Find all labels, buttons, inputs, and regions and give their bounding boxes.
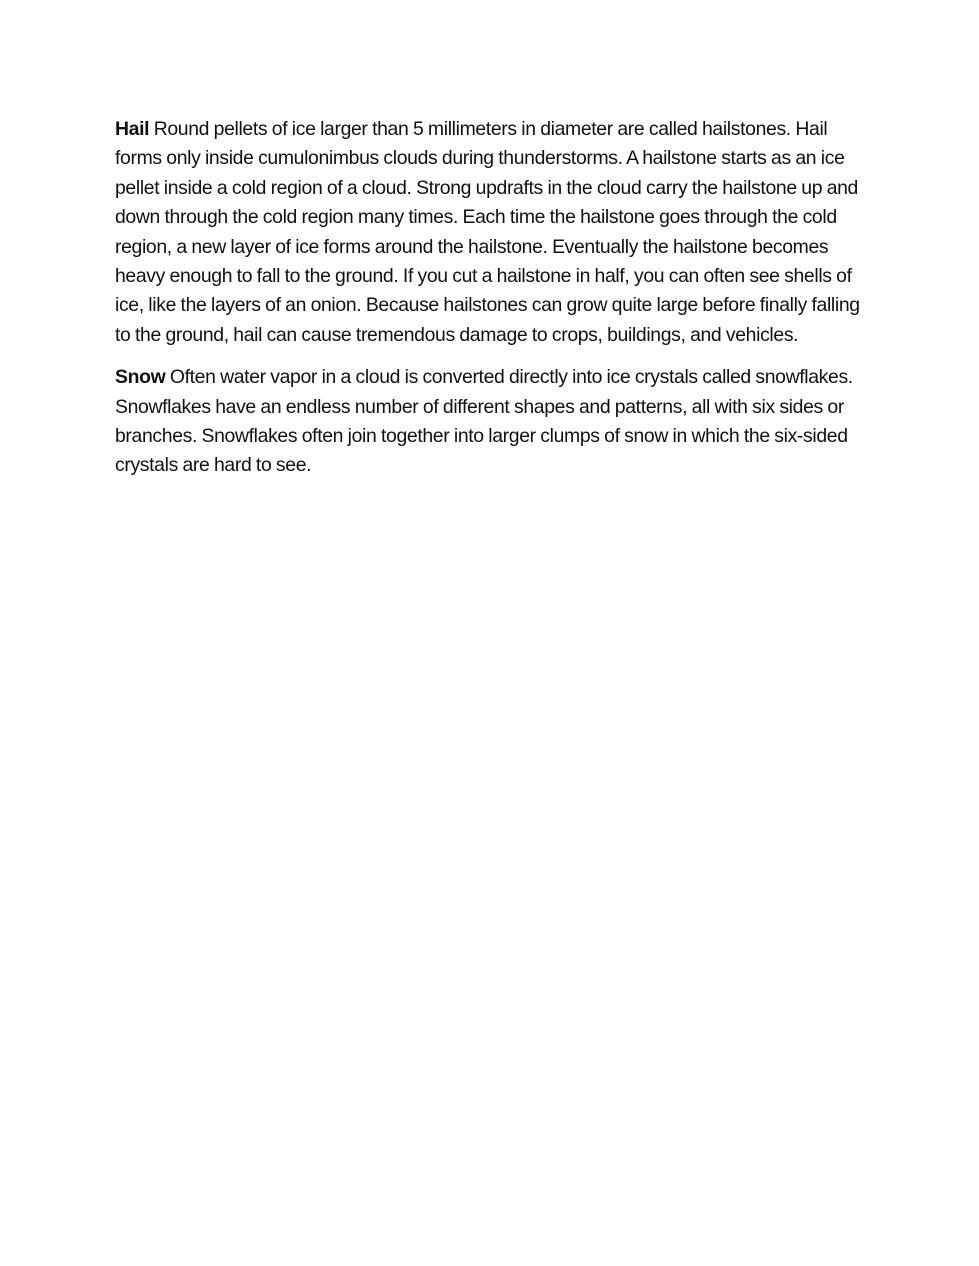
paragraph-snow: [115, 363, 867, 481]
paragraph-hail: [115, 115, 867, 350]
paragraph-snow-text: Often water vapor in a cloud is converted directly into ice crystals called snowflakes. Snowflakes have an endless number of different shapes and patterns, all with six sides or branches. Snowflakes often join together into larger clumps of snow in which the six-sided crystals are hard to see.: [115, 366, 853, 477]
term-snow: Snow: [115, 366, 166, 389]
document-body: [115, 115, 867, 494]
paragraph-hail-text: Round pellets of ice larger than 5 millimeters in diameter are called hailstones. Hail forms only inside cumulonimbus clouds during thunderstorms. A hailstone starts as an ice pellet inside a cold region of a cloud. Strong updrafts in the cloud carry the hailstone up and down through the cold region many times. Each time the hailstone goes through the cold region, a new layer of ice forms around the hailstone. Eventually the hailstone becomes heavy enough to fall to the ground. If you cut a hailstone in half, you can often see shells of ice, like the layers of an onion. Because hailstones can grow quite large before finally falling to the ground, hail can cause tremendous damage to crops, buildings, and vehicles.: [115, 118, 860, 346]
term-hail: Hail: [115, 118, 150, 140]
